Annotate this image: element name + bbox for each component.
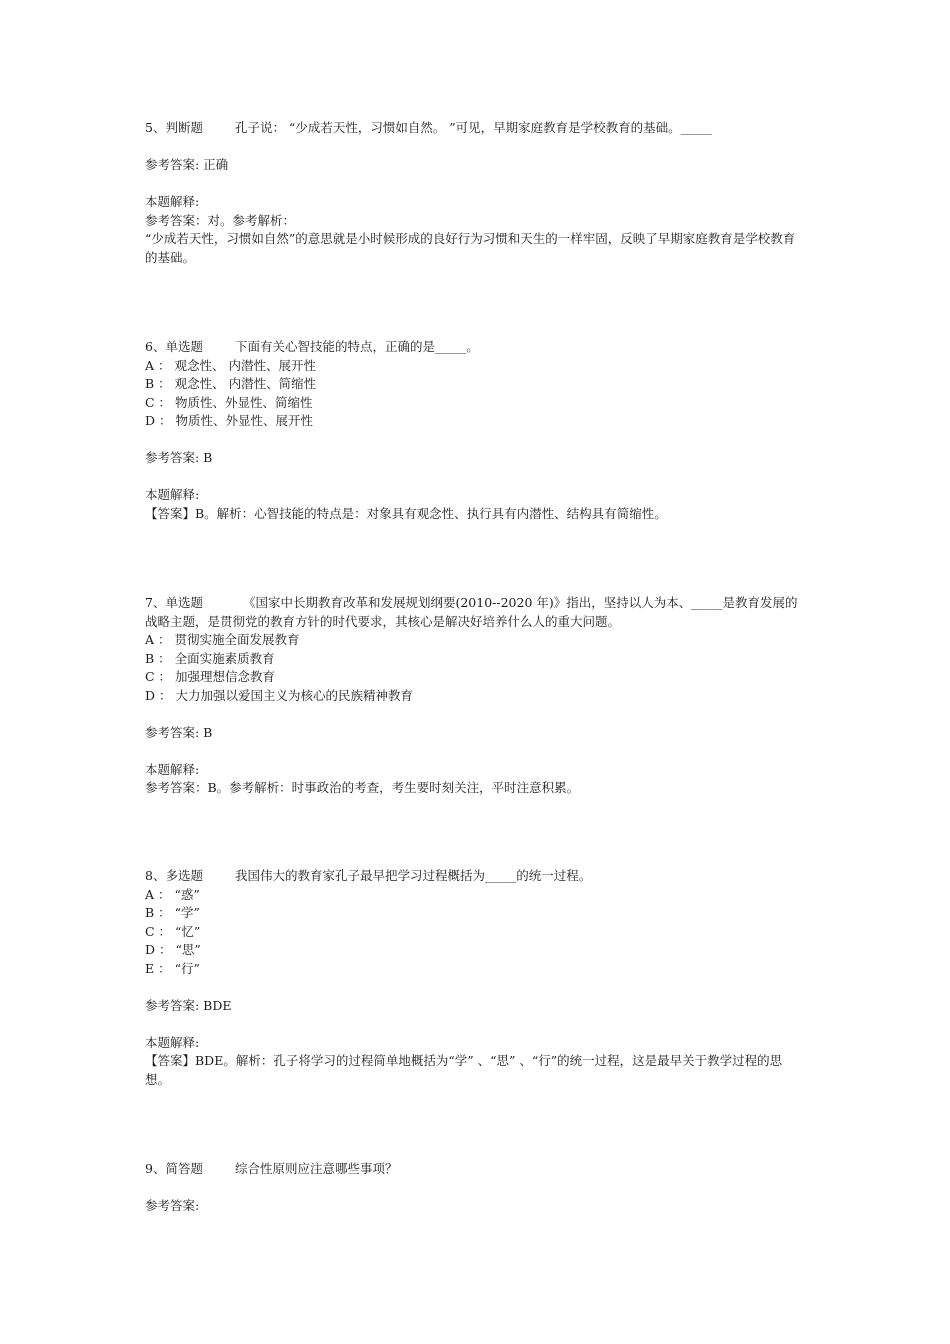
question-text: 综合性原则应注意哪些事项？	[234, 1161, 398, 1176]
question-text: 我国伟大的教育家孔子最早把学习过程概括为_____的统一过程。	[234, 868, 592, 883]
explanation-label: 本题解释:	[145, 194, 200, 209]
answer: 参考答案: BDE	[145, 997, 232, 1013]
question-stem	[145, 338, 805, 357]
answer: 参考答案:	[145, 1198, 200, 1213]
answer: 参考答案: 正确	[145, 157, 229, 172]
option-d: D ： “思”	[145, 942, 201, 957]
question-5	[145, 119, 805, 267]
explanation-label: 本题解释:	[145, 761, 200, 777]
option-d: D ： 大力加强以爱国主义为核心的民族精神教育	[145, 687, 413, 703]
explanation-text: 参考答案：对。参考解析：	[145, 212, 296, 228]
question-number-type: 6、单选题	[145, 339, 203, 354]
question-8	[145, 867, 805, 1089]
question-stem	[145, 867, 805, 886]
explanation-text: 【答案】B。解析：心智技能的特点是：对象具有观念性、执行具有内潜性、结构具有简缩性。	[145, 505, 667, 521]
option-c: C ： “忆”	[145, 923, 201, 939]
question-number-type: 8、多选题	[145, 868, 203, 883]
question-stem	[145, 119, 805, 138]
option-a: A ： 贯彻实施全面发展教育	[145, 632, 300, 647]
option-b: B ： 观念性、 内潜性、简缩性	[145, 376, 317, 391]
question-stem	[145, 594, 805, 631]
question-9	[145, 1160, 805, 1216]
option-b: B ： “学”	[145, 905, 200, 920]
explanation-text: “少成若天性，习惯如自然”的意思就是小时候形成的良好行为习惯和天生的一样牢固，反映了早期家庭教育是学校教育的基础。	[145, 231, 796, 265]
explanation-label: 本题解释:	[145, 487, 200, 502]
option-c: C ： 加强理想信念教育	[145, 669, 276, 684]
question-number-type: 5、判断题	[145, 120, 203, 135]
question-stem	[145, 1160, 805, 1179]
option-c: C ： 物质性、外显性、简缩性	[145, 394, 313, 410]
option-a: A ： “惑”	[145, 886, 200, 902]
explanation-text: 【答案】BDE。解析：孔子将学习的过程简单地概括为“学” 、“思” 、“行”的统一过程，这是最早关于教学过程的思想。	[145, 1053, 783, 1087]
explanation-label: 本题解释:	[145, 1034, 200, 1050]
option-b: B ： 全面实施素质教育	[145, 650, 275, 666]
question-text: 下面有关心智技能的特点，正确的是_____。	[234, 339, 479, 354]
question-7	[145, 594, 805, 798]
question-number-type: 7、单选题	[145, 595, 203, 610]
question-text: 孔子说： “少成若天性，习惯如自然。 ”可见，早期家庭教育是学校教育的基础。_____	[234, 120, 712, 135]
answer: 参考答案: B	[145, 724, 213, 740]
option-d: D ： 物质性、外显性、展开性	[145, 413, 313, 428]
answer: 参考答案: B	[145, 450, 213, 465]
question-text: 《国家中长期教育改革和发展规划纲要(2010--2020 年)》指出，坚持以人为本、_____是教育发展的战略主题，是贯彻党的教育方针的时代要求，其核心是解决好培养什么人的重大问题。	[145, 595, 798, 629]
option-a: A ： 观念性、 内潜性、展开性	[145, 357, 316, 373]
question-number-type: 9、简答题	[145, 1161, 203, 1176]
explanation-text: 参考答案：B。参考解析：时事政治的考查，考生要时刻关注，平时注意积累。	[145, 780, 580, 795]
question-6	[145, 338, 805, 523]
option-e: E ： “行”	[145, 960, 200, 976]
